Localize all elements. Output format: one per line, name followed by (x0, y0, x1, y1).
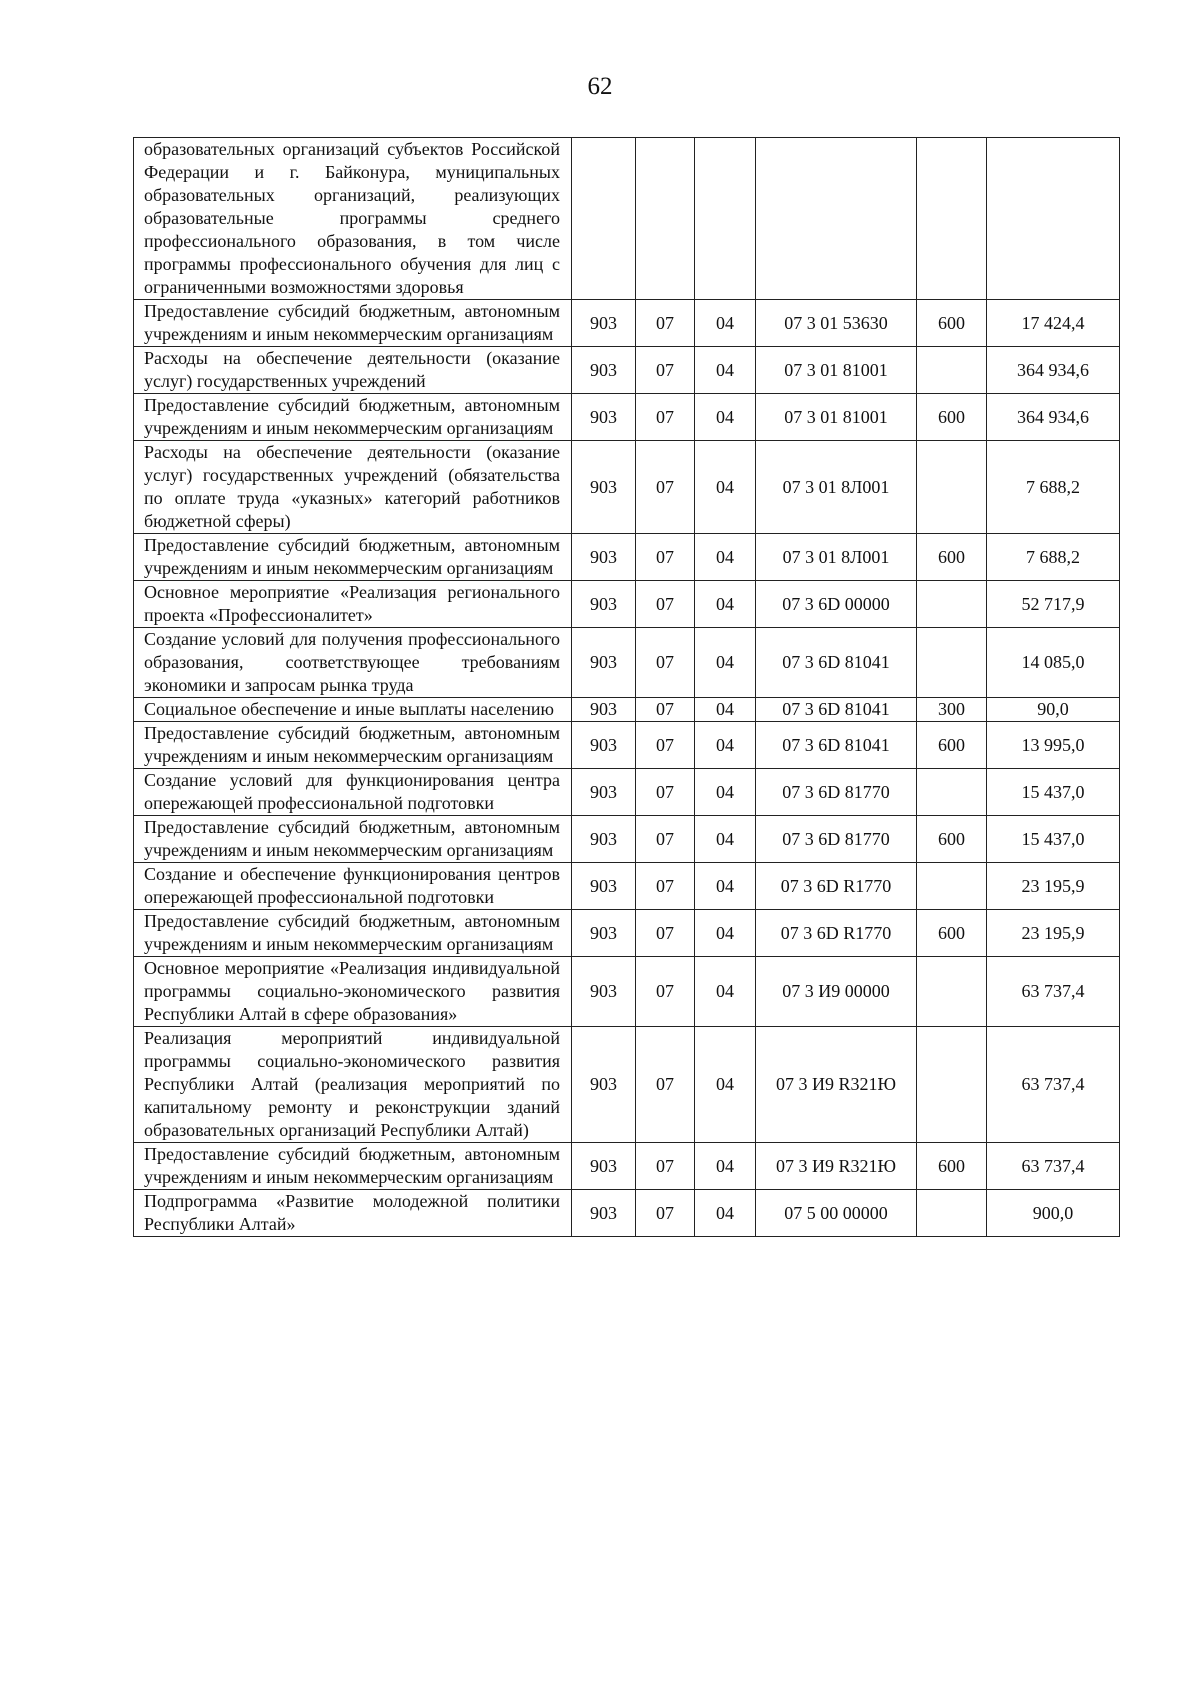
section-code: 07 (636, 722, 695, 769)
expense-type-code (917, 1190, 987, 1237)
row-description: Расходы на обеспечение деятельности (оказание услуг) государственных учреждений (134, 347, 572, 394)
grbs-code: 903 (572, 769, 636, 816)
row-description: Основное мероприятие «Реализация регионального проекта «Профессионалитет» (134, 581, 572, 628)
target-article-code (756, 138, 917, 300)
row-description: образовательных организаций субъектов Российской Федерации и г. Байконура, муниципальных образовательных организаций, реализующих образовательные программы среднего профессионального образования, в том числе программы профессионального обучения для лиц с ограниченными возможностями здоровья (134, 138, 572, 300)
amount (987, 138, 1120, 300)
amount: 15 437,0 (987, 769, 1120, 816)
row-description: Создание и обеспечение функционирования центров опережающей профессиональной подготовки (134, 863, 572, 910)
page-number: 62 (587, 73, 613, 100)
row-description: Реализация мероприятий индивидуальной программы социально-экономического развития Республики Алтай (реализация мероприятий по капитальному ремонту и реконструкции зданий образовательных организаций Республики Алтай) (134, 1027, 572, 1143)
target-article-code: 07 3 6D 81041 (756, 698, 917, 722)
table-row (134, 138, 1120, 300)
row-description: Предоставление субсидий бюджетным, автономным учреждениям и иным некоммерческим организациям (134, 722, 572, 769)
target-article-code: 07 3 И9 R321Ю (756, 1027, 917, 1143)
expense-type-code: 600 (917, 816, 987, 863)
row-description: Подпрограмма «Развитие молодежной политики Республики Алтай» (134, 1190, 572, 1237)
table-row (134, 863, 1120, 910)
grbs-code: 903 (572, 628, 636, 698)
table-row (134, 1143, 1120, 1190)
table-row (134, 698, 1120, 722)
expense-type-code (917, 581, 987, 628)
subsection-code: 04 (695, 347, 756, 394)
section-code: 07 (636, 769, 695, 816)
target-article-code: 07 3 И9 00000 (756, 957, 917, 1027)
target-article-code: 07 3 6D 81041 (756, 722, 917, 769)
subsection-code: 04 (695, 581, 756, 628)
table-row (134, 722, 1120, 769)
expense-type-code: 600 (917, 300, 987, 347)
table-row (134, 1190, 1120, 1237)
amount: 7 688,2 (987, 441, 1120, 534)
target-article-code: 07 3 6D R1770 (756, 863, 917, 910)
section-code: 07 (636, 581, 695, 628)
section-code: 07 (636, 628, 695, 698)
table-row (134, 910, 1120, 957)
table-row (134, 816, 1120, 863)
subsection-code: 04 (695, 863, 756, 910)
target-article-code: 07 3 01 81001 (756, 394, 917, 441)
table-row (134, 957, 1120, 1027)
row-description: Предоставление субсидий бюджетным, автономным учреждениям и иным некоммерческим организациям (134, 1143, 572, 1190)
grbs-code: 903 (572, 816, 636, 863)
grbs-code: 903 (572, 722, 636, 769)
table-row (134, 441, 1120, 534)
expense-type-code: 300 (917, 698, 987, 722)
table-row (134, 394, 1120, 441)
amount: 90,0 (987, 698, 1120, 722)
target-article-code: 07 3 6D R1770 (756, 910, 917, 957)
subsection-code: 04 (695, 816, 756, 863)
amount: 23 195,9 (987, 863, 1120, 910)
expense-type-code: 600 (917, 1143, 987, 1190)
target-article-code: 07 3 6D 81770 (756, 769, 917, 816)
subsection-code: 04 (695, 1027, 756, 1143)
grbs-code: 903 (572, 347, 636, 394)
amount: 364 934,6 (987, 394, 1120, 441)
expense-type-code (917, 138, 987, 300)
table-row (134, 581, 1120, 628)
amount: 15 437,0 (987, 816, 1120, 863)
target-article-code: 07 5 00 00000 (756, 1190, 917, 1237)
row-description: Предоставление субсидий бюджетным, автономным учреждениям и иным некоммерческим организациям (134, 816, 572, 863)
grbs-code: 903 (572, 1143, 636, 1190)
subsection-code (695, 138, 756, 300)
section-code: 07 (636, 863, 695, 910)
amount: 63 737,4 (987, 1143, 1120, 1190)
table-row (134, 628, 1120, 698)
section-code: 07 (636, 957, 695, 1027)
section-code: 07 (636, 441, 695, 534)
expense-type-code: 600 (917, 534, 987, 581)
section-code: 07 (636, 910, 695, 957)
target-article-code: 07 3 01 8Л001 (756, 534, 917, 581)
grbs-code: 903 (572, 910, 636, 957)
expense-type-code (917, 957, 987, 1027)
grbs-code: 903 (572, 300, 636, 347)
grbs-code: 903 (572, 581, 636, 628)
section-code: 07 (636, 534, 695, 581)
subsection-code: 04 (695, 1143, 756, 1190)
section-code: 07 (636, 816, 695, 863)
target-article-code: 07 3 И9 R321Ю (756, 1143, 917, 1190)
row-description: Создание условий для получения профессионального образования, соответствующее требованиям экономики и запросам рынка труда (134, 628, 572, 698)
expense-type-code (917, 863, 987, 910)
target-article-code: 07 3 6D 00000 (756, 581, 917, 628)
section-code: 07 (636, 1027, 695, 1143)
grbs-code: 903 (572, 441, 636, 534)
section-code: 07 (636, 698, 695, 722)
subsection-code: 04 (695, 628, 756, 698)
section-code: 07 (636, 394, 695, 441)
subsection-code: 04 (695, 300, 756, 347)
expense-type-code (917, 347, 987, 394)
amount: 23 195,9 (987, 910, 1120, 957)
expense-type-code (917, 769, 987, 816)
budget-table (133, 137, 1120, 1237)
row-description: Социальное обеспечение и иные выплаты населению (134, 698, 572, 722)
amount: 7 688,2 (987, 534, 1120, 581)
row-description: Расходы на обеспечение деятельности (оказание услуг) государственных учреждений (обязательства по оплате труда «указных» категорий работников бюджетной сферы) (134, 441, 572, 534)
row-description: Предоставление субсидий бюджетным, автономным учреждениям и иным некоммерческим организациям (134, 300, 572, 347)
expense-type-code (917, 1027, 987, 1143)
expense-type-code (917, 628, 987, 698)
target-article-code: 07 3 01 81001 (756, 347, 917, 394)
table-row (134, 534, 1120, 581)
section-code: 07 (636, 1190, 695, 1237)
expense-type-code: 600 (917, 722, 987, 769)
section-code: 07 (636, 1143, 695, 1190)
amount: 17 424,4 (987, 300, 1120, 347)
target-article-code: 07 3 6D 81041 (756, 628, 917, 698)
subsection-code: 04 (695, 534, 756, 581)
grbs-code: 903 (572, 1027, 636, 1143)
subsection-code: 04 (695, 910, 756, 957)
grbs-code: 903 (572, 1190, 636, 1237)
table-row (134, 1027, 1120, 1143)
amount: 364 934,6 (987, 347, 1120, 394)
expense-type-code (917, 441, 987, 534)
subsection-code: 04 (695, 394, 756, 441)
row-description: Предоставление субсидий бюджетным, автономным учреждениям и иным некоммерческим организациям (134, 534, 572, 581)
section-code (636, 138, 695, 300)
row-description: Основное мероприятие «Реализация индивидуальной программы социально-экономического развития Республики Алтай в сфере образования» (134, 957, 572, 1027)
table-row (134, 300, 1120, 347)
subsection-code: 04 (695, 698, 756, 722)
section-code: 07 (636, 347, 695, 394)
amount: 52 717,9 (987, 581, 1120, 628)
subsection-code: 04 (695, 722, 756, 769)
subsection-code: 04 (695, 1190, 756, 1237)
subsection-code: 04 (695, 957, 756, 1027)
grbs-code: 903 (572, 957, 636, 1027)
grbs-code: 903 (572, 863, 636, 910)
row-description: Предоставление субсидий бюджетным, автономным учреждениям и иным некоммерческим организациям (134, 910, 572, 957)
table-row (134, 769, 1120, 816)
grbs-code: 903 (572, 394, 636, 441)
table-row (134, 347, 1120, 394)
target-article-code: 07 3 01 53630 (756, 300, 917, 347)
amount: 900,0 (987, 1190, 1120, 1237)
target-article-code: 07 3 01 8Л001 (756, 441, 917, 534)
expense-type-code: 600 (917, 910, 987, 957)
subsection-code: 04 (695, 441, 756, 534)
grbs-code: 903 (572, 698, 636, 722)
amount: 63 737,4 (987, 957, 1120, 1027)
amount: 63 737,4 (987, 1027, 1120, 1143)
grbs-code (572, 138, 636, 300)
amount: 13 995,0 (987, 722, 1120, 769)
expense-type-code: 600 (917, 394, 987, 441)
section-code: 07 (636, 300, 695, 347)
row-description: Предоставление субсидий бюджетным, автономным учреждениям и иным некоммерческим организациям (134, 394, 572, 441)
budget-table-body (134, 138, 1120, 1237)
target-article-code: 07 3 6D 81770 (756, 816, 917, 863)
subsection-code: 04 (695, 769, 756, 816)
amount: 14 085,0 (987, 628, 1120, 698)
row-description: Создание условий для функционирования центра опережающей профессиональной подготовки (134, 769, 572, 816)
grbs-code: 903 (572, 534, 636, 581)
